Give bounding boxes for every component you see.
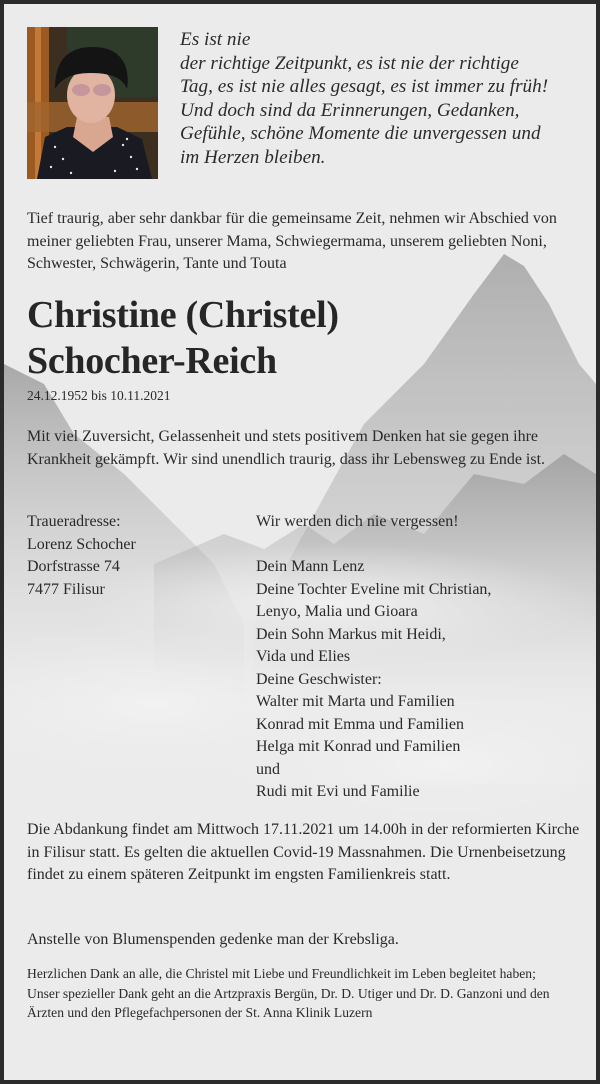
family-member: und [256,760,280,778]
family-member: Helga mit Konrad und Familien [256,738,461,755]
family-member: Konrad mit Emma und Familien [256,715,464,733]
obituary-content [4,4,596,1080]
poem-line: der richtige Zeitpunkt, es ist nie der richtige [180,52,519,74]
deceased-name-line2: Schocher-Reich [27,340,277,382]
poem-line: Es ist nie [180,29,251,50]
poem-line: im Herzen bleiben. [180,146,326,168]
deceased-name-line1: Christine (Christel) [27,294,339,336]
portrait-photo [27,27,158,179]
spacer [256,534,586,557]
mourning-address [27,511,247,601]
donation-note: Anstelle von Blumenspenden gedenke man der Krebsliga. [27,931,399,948]
thanks-section [27,964,587,1023]
family-member: Dein Sohn Markus mit Heidi, [256,625,446,643]
tribute-paragraph: Mit viel Zuversicht, Gelassenheit und stets positivem Denken hat sie gegen ihre Krankheit gekämpft. Wir sind unendlich traurig, dass ihr Lebensweg zu Ende ist. [27,428,546,468]
address-city: 7477 Filisur [27,580,105,598]
address-label: Traueradresse: [27,513,121,530]
family-member: Dein Mann Lenz [256,558,365,575]
family-member: Vida und Elies [256,648,351,665]
thanks-line: Unser spezieller Dank geht an die Artzpraxis Bergün, Dr. D. Utiger und Dr. D. Ganzoni und den Ärzten und den Pflegefachpersonen der St. Anna Klinik Luzern [27,985,550,1020]
thanks-line: Herzlichen Dank an alle, die Christel mit Liebe und Freundlichkeit im Leben begleitet haben; [27,966,536,981]
family-member: Rudi mit Evi und Familie [256,783,420,800]
deceased-name [27,292,587,384]
obituary-page [4,4,596,1080]
service-details: Die Abdankung findet am Mittwoch 17.11.2021 um 14.00h in der reformierten Kirche in Filisur statt. Es gelten die aktuellen Covid-19 Massnahmen. Die Urnenbeisetzung findet zu einem späteren Zeitpunkt im engsten Familienkreis statt. [27,821,580,883]
poem [180,28,590,169]
family-member: Lenyo, Malia und Gioara [256,603,418,620]
poem-line: Und doch sind da Erinnerungen, Gedanken, [180,99,520,121]
family-member: Deine Tochter Eveline mit Christian, [256,580,492,598]
family-heading: Wir werden dich nie vergessen! [256,513,459,530]
family-member: Deine Geschwister: [256,670,382,688]
address-street: Dorfstrasse 74 [27,558,120,575]
poem-line: Tag, es ist nie alles gesagt, es ist immer zu früh! [180,76,549,97]
family-member: Walter mit Marta und Familien [256,693,455,710]
poem-line: Gefühle, schöne Momente die unvergessen und [180,123,541,144]
family-list [256,511,586,804]
address-name: Lorenz Schocher [27,535,136,553]
intro-text: Tief traurig, aber sehr dankbar für die gemeinsame Zeit, nehmen wir Abschied von meiner geliebten Frau, unserer Mama, Schwiegermama, unserem geliebten Noni, Schwester, Schwägerin, Tante und Touta [27,210,557,272]
life-dates: 24.12.1952 bis 10.11.2021 [27,388,171,403]
